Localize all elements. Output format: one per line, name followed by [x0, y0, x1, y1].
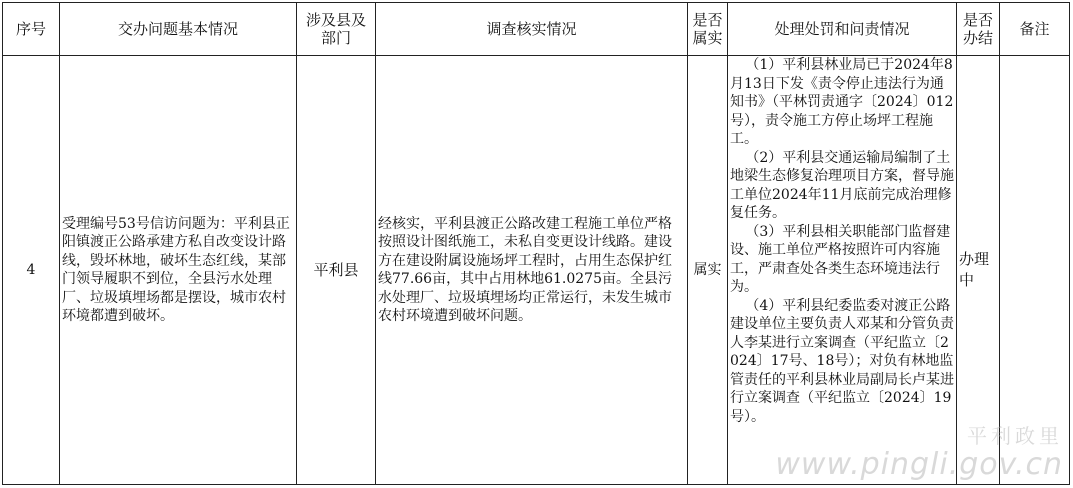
header-handling: 处理处罚和问责情况 — [728, 3, 957, 56]
cell-is-true: 属实 — [688, 56, 728, 485]
handling-item-3: （3）平利县相关职能部门监督建设、施工单位严格按照许可内容施工，严肃查处各类生态环境违法行为。 — [730, 223, 951, 295]
header-issue: 交办问题基本情况 — [60, 3, 297, 56]
table-row — [3, 56, 1070, 485]
cell-status: 办理中 — [957, 56, 1000, 485]
header-county-line1: 涉及县及 — [305, 11, 366, 29]
cell-handling — [728, 56, 957, 485]
header-status-line1: 是否 — [962, 11, 993, 29]
header-status-line2: 办结 — [962, 29, 993, 47]
handling-item-2: （2）平利县交通运输局编制了土地梁生态修复治理项目方案，督导施工单位2024年11月底前完成治理修复任务。 — [730, 149, 954, 221]
handling-item-4: （4）平利县纪委监委对渡正公路建设单位主要负责人邓某和分管负责人李某进行立案调查（平纪监立〔2024〕17号、18号）；对负有林地监管责任的平利县林业局副局长卢某进行立案调查（平纪监立〔2024〕19号）。 — [730, 297, 954, 425]
cell-investigation: 经核实，平利县渡正公路改建工程施工单位严格按照设计图纸施工，未私自变更设计线路。建设方在建设附属设施场坪工程时，占用生态保护红线77.66亩，其中占用林地61.0275亩。全县污水处理厂、垃圾填埋场均正常运行，未发生城市农村环境遭到破坏问题。 — [376, 56, 688, 485]
header-status — [957, 3, 1000, 56]
header-is-true-line1: 是否 — [692, 11, 723, 29]
handling-item-1: （1）平利县林业局已于2024年8月13日下发《责令停止违法行为通知书》（平林罚责通字〔2024〕012号），责令施工方停止场坪工程施工。 — [730, 57, 954, 147]
cell-seq: 4 — [3, 56, 60, 485]
header-is-true-line2: 属实 — [692, 29, 723, 47]
header-investigation: 调查核实情况 — [376, 3, 688, 56]
cell-county: 平利县 — [297, 56, 376, 485]
header-county — [297, 3, 376, 56]
watermark-site-name: 平利政里 — [967, 424, 1063, 448]
header-row — [3, 3, 1070, 56]
cell-remark — [1000, 56, 1070, 485]
header-seq: 序号 — [3, 3, 60, 56]
header-is-true — [688, 3, 728, 56]
header-county-line2: 部门 — [320, 29, 351, 47]
header-remark: 备注 — [1000, 3, 1070, 56]
cell-issue: 受理编号53号信访问题为：平利县正阳镇渡正公路承建方私自改变设计路线，毁坏林地，破坏生态红线，某部门领导履职不到位，全县污水处理厂、垃圾填埋场都是摆设，城市农村环境都遭到破坏。 — [60, 56, 297, 485]
watermark-url: www.pingli.gov.cn — [775, 447, 1063, 482]
supervision-table — [2, 2, 1070, 485]
